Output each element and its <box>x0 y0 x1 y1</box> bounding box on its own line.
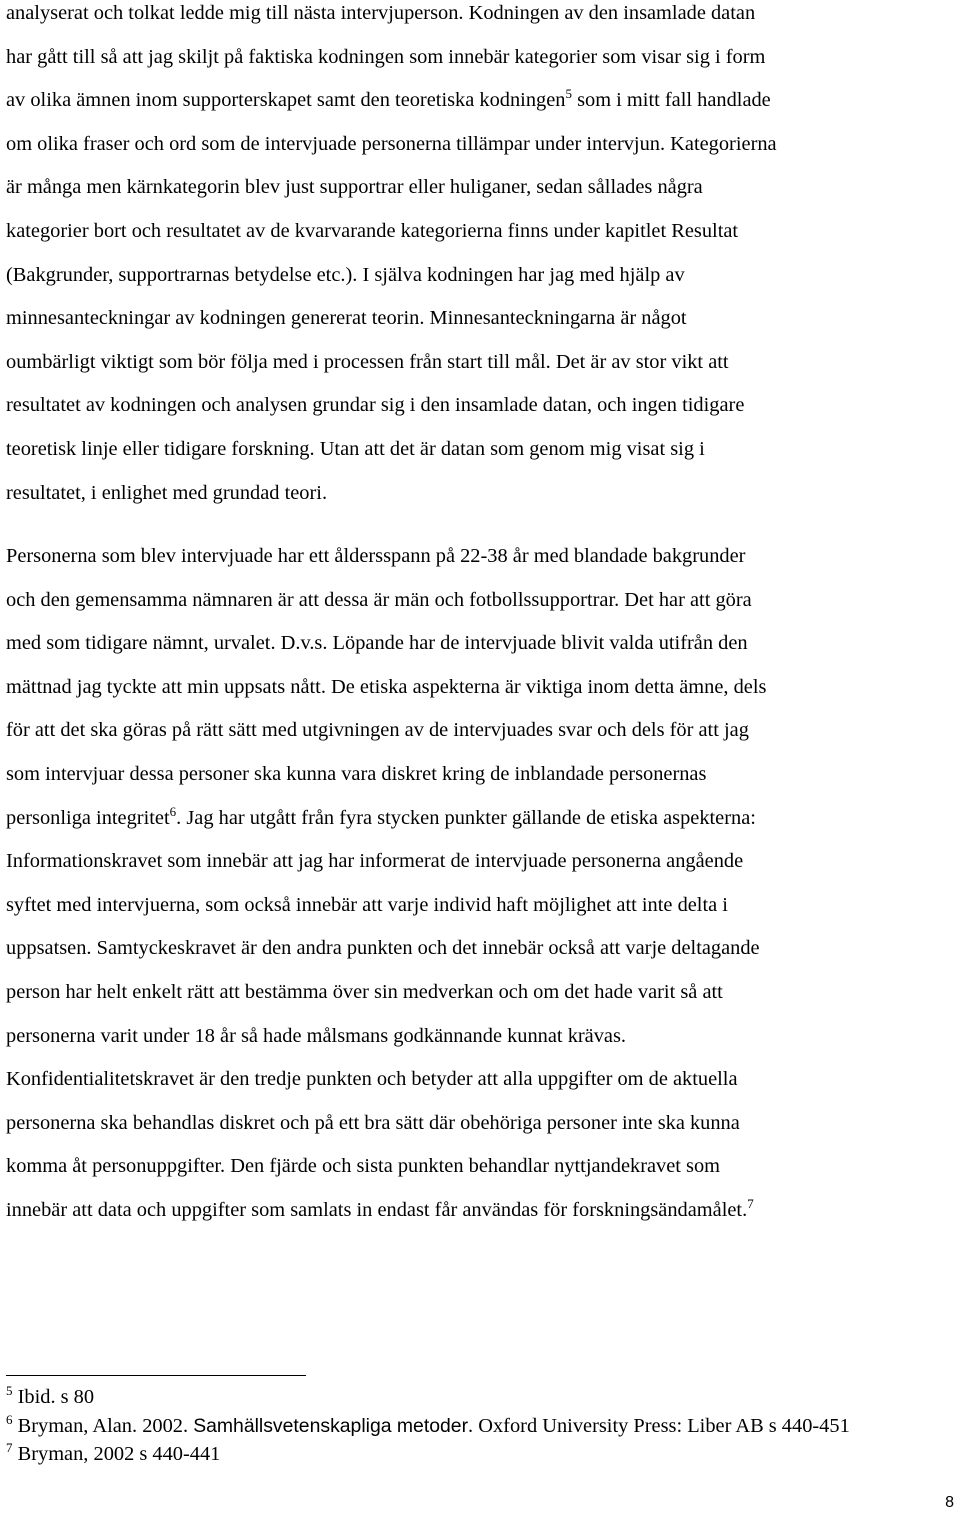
footnote-text: Bryman, 2002 s 440-441 <box>17 1443 221 1465</box>
text-segment: som i mitt fall handlade <box>571 89 771 112</box>
text-line: som intervjuar dessa personer ska kunna vara diskret kring de inblandade personernas <box>6 762 707 785</box>
text-line: personerna ska behandlas diskret och på ett bra sätt där obehöriga personer inte ska kunna <box>6 1111 740 1134</box>
text-line: har gått till så att jag skiljt på faktiska kodningen som innebär kategorier som visar sig i form <box>6 45 766 68</box>
text-line: person har helt enkelt rätt att bestämma över sin medverkan och om det hade varit så att <box>6 980 723 1003</box>
text-line: med som tidigare nämnt, urvalet. D.v.s. Löpande har de intervjuade blivit valda utifrån den <box>6 632 748 655</box>
text-line: syftet med intervjuerna, som också innebär att varje individ haft möjlighet att inte delta i <box>6 893 728 916</box>
footnote <box>6 1412 956 1441</box>
text-line: uppsatsen. Samtyckeskravet är den andra punkten och det innebär också att varje deltagande <box>6 937 760 960</box>
footnote-separator <box>6 1375 306 1376</box>
text-line: resultatet av kodningen och analysen grundar sig i den insamlade datan, och ingen tidigare <box>6 394 745 417</box>
footnote-number: 5 <box>6 1383 13 1399</box>
footnote-text: . Oxford University Press: Liber AB s 440-451 <box>468 1414 850 1437</box>
body-paragraph-2 <box>6 535 766 1233</box>
text-line: mättnad jag tyckte att min uppsats nått. De etiska aspekterna är viktiga inom detta ämne, dels <box>6 675 767 698</box>
text-line: Informationskravet som innebär att jag har informerat de intervjuade personerna angående <box>6 850 744 873</box>
text-line: och den gemensamma nämnaren är att dessa är män och fotbollssupportrar. Det har att göra <box>6 588 752 611</box>
text-line: Personerna som blev intervjuade har ett åldersspann på 22-38 år med blandade bakgrunder <box>6 545 746 567</box>
text-line: personerna varit under 18 år så hade målsmans godkännande kunnat krävas. <box>6 1024 627 1047</box>
footnote-text: Ibid. s 80 <box>17 1386 95 1408</box>
text-line: för att det ska göras på rätt sätt med utgivningen av de intervjuades svar och dels för att jag <box>6 719 749 742</box>
text-line <box>6 797 766 841</box>
text-line: kategorier bort och resultatet av de kvarvarande kategorierna finns under kapitlet Resultat <box>6 219 739 242</box>
text-line: (Bakgrunder, supportrarnas betydelse etc.). I själva kodningen har jag med hjälp av <box>6 263 685 286</box>
page-number: 8 <box>945 1494 954 1511</box>
text-line: minnesanteckningar av kodningen genererat teorin. Minnesanteckningarna är något <box>6 307 687 330</box>
footnote <box>6 1383 956 1412</box>
footnote-reference: 5 <box>565 86 572 102</box>
footnote-number: 6 <box>6 1411 13 1427</box>
text-line: komma åt personuppgifter. Den fjärde och sista punkten behandlar nyttjandekravet som <box>6 1155 721 1178</box>
text-line: analyserat och tolkat ledde mig till nästa intervjuperson. Kodningen av den insamlade datan <box>6 2 756 24</box>
text-segment: innebär att data och uppgifter som samlats in endast får användas för forskningsändamålet. <box>6 1198 748 1221</box>
footnote-text: Bryman, Alan. 2002. <box>17 1414 194 1437</box>
text-segment: . Jag har utgått från fyra stycken punkter gällande de etiska aspekterna: <box>176 806 756 829</box>
text-line: resultatet, i enlighet med grundad teori. <box>6 481 328 504</box>
footnotes <box>6 1383 956 1469</box>
text-line <box>6 1189 766 1233</box>
text-line: oumbärligt viktigt som bör följa med i processen från start till mål. Det är av stor vikt att <box>6 350 729 373</box>
text-line: Konfidentialitetskravet är den tredje punkten och betyder att alla uppgifter om de aktuella <box>6 1068 738 1091</box>
text-segment: personliga integritet <box>6 806 170 829</box>
footnote-reference: 7 <box>747 1196 754 1212</box>
text-line: är många men kärnkategorin blev just supportrar eller huliganer, sedan sållades några <box>6 176 703 199</box>
body-paragraph-1 <box>6 0 777 515</box>
footnote <box>6 1440 956 1469</box>
footnote-number: 7 <box>6 1440 13 1456</box>
footnote-reference: 6 <box>169 803 177 819</box>
text-line <box>6 79 777 123</box>
footnote-title: Samhällsvetenskapliga metoder <box>193 1414 469 1437</box>
text-segment: av olika ämnen inom supporterskapet samt den teoretiska kodningen <box>6 89 566 112</box>
text-line: om olika fraser och ord som de intervjuade personerna tillämpar under intervjun. Kategorierna <box>6 132 777 155</box>
text-line: teoretisk linje eller tidigare forskning. Utan att det är datan som genom mig visat sig i <box>6 437 705 460</box>
